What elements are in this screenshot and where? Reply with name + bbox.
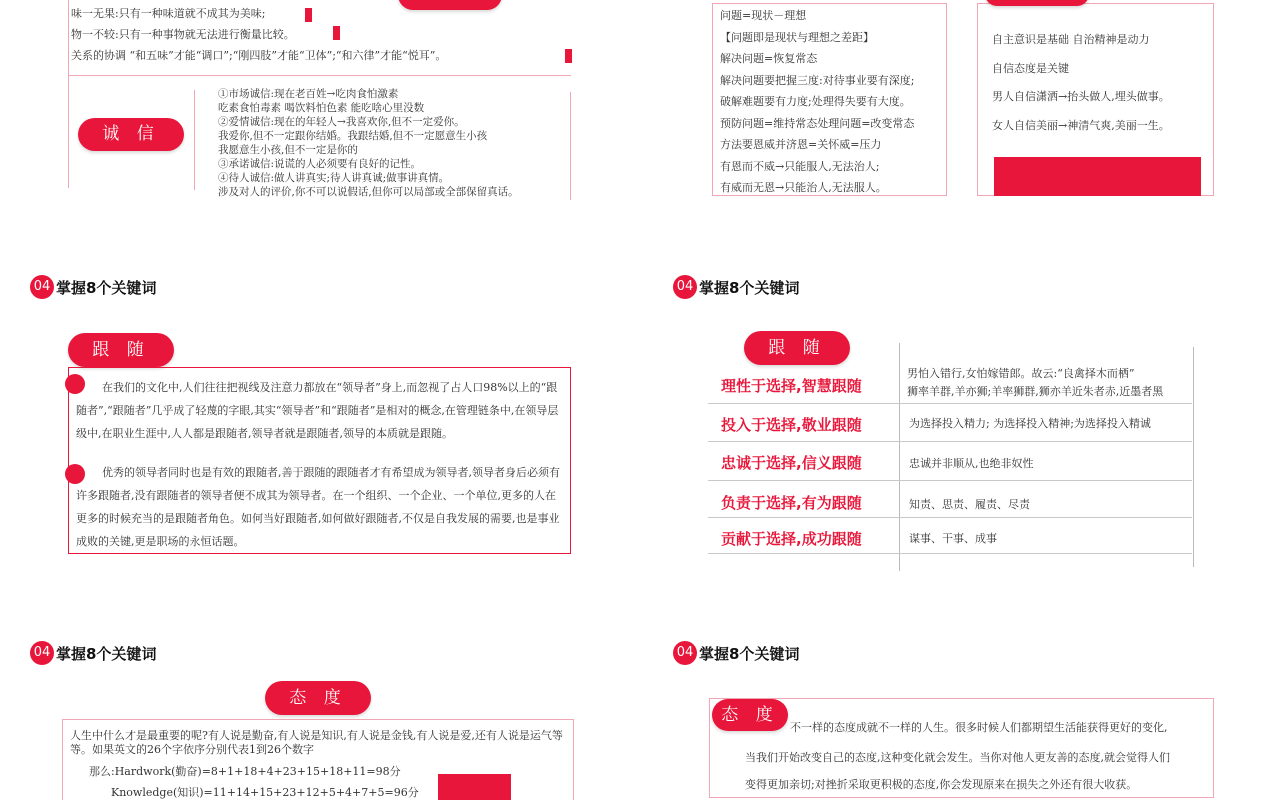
marker-1 [305, 8, 312, 22]
honesty-line: ④待人诚信:做人讲真实;待人讲真诚;做事讲真情。 [218, 172, 450, 184]
problem-line: 【问题即是现状与理想之差距】 [720, 30, 874, 44]
confidence-red-block [994, 157, 1201, 196]
panel1-top-pill-partial [398, 0, 502, 10]
section-number: 04 [30, 275, 54, 299]
honesty-line: ②爱情诚信:现在的年轻人→我喜欢你,但不一定爱你。 [218, 116, 465, 128]
honesty-line: 涉及对人的评价,你不可以说假话,但你可以局部或全部保留真话。 [218, 186, 519, 198]
table-row-desc: 谋事、干事、成事 [909, 532, 997, 545]
confidence-pill-partial [985, 0, 1089, 6]
problem-lines [720, 5, 914, 199]
panel1-left-border [68, 0, 69, 188]
attitude-line-2: 当我们开始改变自己的态度,这种变化就会发生。当你对他人更友善的态度,就会觉得人们 [745, 751, 1170, 764]
honesty-pill: 诚 信 [78, 118, 184, 151]
follow-table-pill: 跟 随 [744, 331, 850, 365]
marker-3 [565, 49, 572, 63]
table-col-divider [899, 343, 900, 571]
panel1-right-border [570, 92, 571, 200]
table-row-label: 忠诚于选择,信义跟随 [721, 454, 862, 472]
problem-line: 破解难题要有力度;处理得失要有大度。 [720, 95, 911, 108]
confidence-line: 男人自信潇洒→抬头做人,埋头做事。 [992, 90, 1170, 103]
confidence-line: 自主意识是基础 自治精神是动力 [992, 33, 1150, 46]
honesty-line: 我爱你,但不一定跟你结婚。我跟结婚,但不一定愿意生小孩 [218, 130, 488, 142]
attitude-red-block [438, 774, 511, 800]
table-row-desc: 为选择投入精力; 为选择投入精神;为选择投入精诚 [909, 417, 1151, 430]
problem-line: 解决问题=恢复常态 [720, 52, 818, 65]
attitude-pill: 态 度 [265, 681, 371, 715]
section-number: 04 [673, 641, 697, 665]
follow-pill: 跟 随 [68, 333, 174, 367]
attitude-intro: 人生中什么才是最重要的呢?有人说是勤奋,有人说是知识,有人说是金钱,有人说是爱,还有人说是运气等等。如果英文的26个字依序分别代表1到26个数字 [70, 729, 563, 756]
table-row-label: 投入于选择,敬业跟随 [721, 416, 862, 434]
table-row-desc: 忠诚并非顺从,也绝非奴性 [909, 457, 1034, 470]
table-row-line [708, 441, 1192, 442]
table-row-line [708, 403, 1192, 404]
problem-line: 预防问题=维持常态处理问题=改变常态 [720, 116, 915, 130]
honesty-details [218, 87, 519, 199]
table-row-label: 理性于选择,智慧跟随 [721, 377, 862, 395]
section-heading: 掌握8个关键词 [699, 279, 800, 297]
attitude-line-1: 不一样的态度成就不一样的人生。很多时候人们都期望生活能获得更好的变化, [790, 721, 1168, 734]
table-row-line [708, 480, 1192, 481]
section-heading: 掌握8个关键词 [56, 645, 157, 663]
table-row-desc: 男怕入错行,女怕嫁错郎。故云:“良禽择木而栖” [907, 367, 1135, 380]
section-number: 04 [673, 275, 697, 299]
panel1-mid-border [194, 90, 195, 190]
follow-paragraph-2: 优秀的领导者同时也是有效的跟随者,善于跟随的跟随者才有希望成为领导者,领导者身后必须有许多跟随者,没有跟随者的领导者便不成其为领导者。在一个组织、一个企业、一个单位,更多的人在更多的时候充当的是跟随者角色。如何当好跟随者,如何做好跟随者,不仅是自我发展的需要,也是事业成败的关键,更是职场的永恒话题。 [76, 466, 560, 548]
hardwork-score: 那么:Hardwork(勤奋)=8+1+18+4+23+15+18+11=98分 [89, 765, 401, 778]
problem-line: 方法要恩威并济恩=关怀威=压力 [720, 138, 882, 151]
table-row-label: 贡献于选择,成功跟随 [721, 530, 862, 548]
panel1-line-1: 味一无果:只有一种味道就不成其为美味; [71, 7, 266, 20]
confidence-lines [992, 26, 1170, 140]
panel1-line-2: 物一不较:只有一种事物就无法进行衡量比较。 [71, 28, 295, 41]
follow-paragraph-1: 在我们的文化中,人们往往把视线及注意力都放在“领导者”身上,而忽视了占人口98%以上的“跟随者”,“跟随者”几乎成了轻蔑的字眼,其实“领导者”和“跟随者”是相对的概念,在管理链条中,在领导层级中,在职业生涯中,人人都是跟随者,领导者就是跟随者,领导的本质就是跟随。 [76, 381, 559, 440]
knowledge-score: Knowledge(知识)=11+14+15+23+12+5+4+7+5=96分 [111, 786, 419, 799]
problem-line: 问题=现状－理想 [720, 9, 807, 22]
table-row-line [708, 517, 1192, 518]
confidence-line: 自信态度是关键 [992, 61, 1069, 75]
table-row-line [708, 553, 1192, 554]
marker-2 [333, 26, 340, 40]
panel1-divider [68, 75, 571, 76]
problem-line: 有威而无恩→只能治人,无法服人。 [720, 181, 887, 194]
honesty-line: 我愿意生小孩,但不一定是你的 [218, 144, 358, 156]
table-row-desc: 知责、思责、履责、尽责 [909, 498, 1030, 511]
section-heading: 掌握8个关键词 [699, 645, 800, 663]
section-number: 04 [30, 641, 54, 665]
section-heading: 掌握8个关键词 [56, 279, 157, 297]
table-row-label: 负责于选择,有为跟随 [721, 494, 862, 512]
panel1-line-3: 关系的协调 “和五味”才能“调口”;“刚四肢”才能“卫体”;“和六律”才能“悦耳”。 [71, 49, 447, 62]
honesty-line: ①市场诚信:现在老百姓→吃肉食怕激素 [218, 88, 399, 100]
table-row-desc: 狮率羊群,羊亦狮;羊率狮群,狮亦羊近朱者赤,近墨者黑 [907, 385, 1164, 398]
problem-line: 解决问题要把握三度:对待事业要有深度; [720, 73, 915, 87]
honesty-line: ③承诺诚信:说谎的人必须要有良好的记性。 [218, 158, 422, 170]
confidence-line: 女人自信美丽→神清气爽,美丽一生。 [992, 118, 1170, 132]
attitude-text-pill: 态 度 [712, 699, 788, 731]
honesty-line: 吃素食怕毒素 喝饮料怕色素 能吃啥心里没数 [218, 102, 425, 114]
table-right-dotted [1193, 347, 1194, 567]
problem-line: 有恩而不威→只能服人,无法治人; [720, 159, 880, 173]
attitude-line-3: 变得更加亲切;对挫折采取更积极的态度,你会发现原来在损失之外还有很大收获。 [745, 778, 1138, 791]
